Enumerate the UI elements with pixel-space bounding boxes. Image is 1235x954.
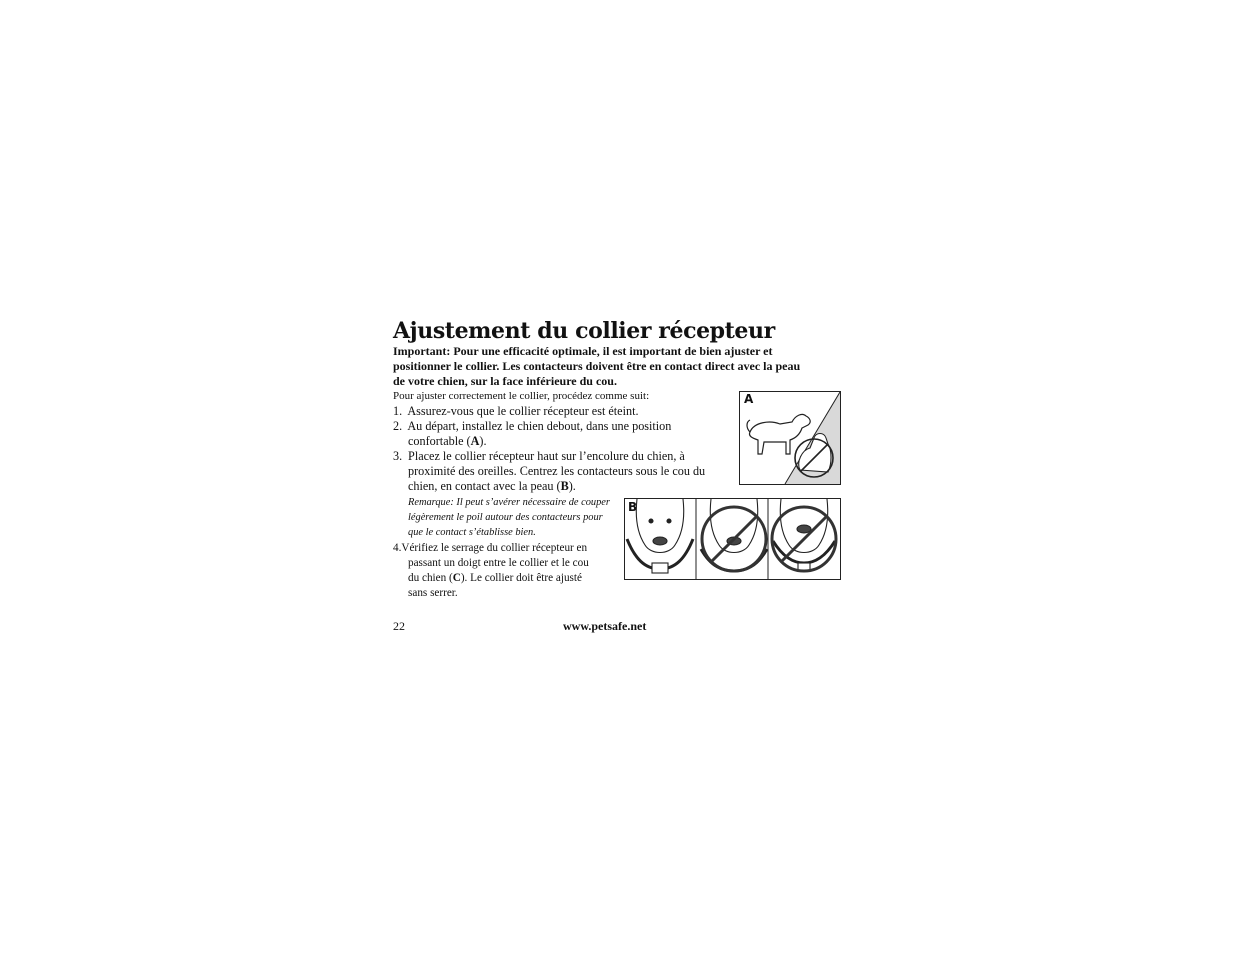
step-text: Au départ, installez le chien debout, dans une position	[407, 419, 672, 433]
step-text: sans serrer.	[408, 587, 458, 599]
step-text: chien, en contact avec la peau (	[408, 479, 561, 493]
step-number: 3.	[393, 449, 403, 463]
important-line: de votre chien, sur la face inférieure du cou.	[393, 374, 617, 388]
step-number: 2.	[393, 419, 403, 433]
page-title: Ajustement du collier récepteur	[393, 318, 775, 344]
step-text: du chien (	[408, 572, 453, 584]
step-text: Assurez-vous que le collier récepteur est éteint.	[407, 404, 639, 418]
figure-ref: B	[560, 479, 569, 493]
footer-url: www.petsafe.net	[563, 619, 647, 633]
figure-b-illustration	[625, 499, 840, 579]
figure-a-label: A	[744, 392, 754, 406]
figure-a-illustration	[740, 392, 840, 484]
note-line: légèrement le poil autour des contacteurs pour	[408, 512, 603, 523]
figure-ref: A	[470, 434, 480, 448]
note	[408, 495, 638, 540]
step-text: Placez le collier récepteur haut sur l’encolure du chien, à	[408, 449, 685, 463]
step-text: confortable (	[408, 434, 471, 448]
step-text: passant un doigt entre le collier et le cou	[408, 557, 589, 569]
step-2	[393, 419, 671, 449]
step-text: proximité des oreilles. Centrez les contacteurs sous le cou du	[408, 464, 706, 478]
note-line: Remarque: Il peut s’avérer nécessaire de couper	[408, 497, 610, 508]
step-4	[393, 541, 589, 601]
step-number: 1.	[393, 404, 403, 418]
figure-b-label: B	[628, 500, 638, 514]
figure-b	[624, 498, 841, 580]
note-line: que le contact s’établisse bien.	[408, 527, 536, 538]
important-line: positionner le collier. Les contacteurs doivent être en contact direct avec la peau	[393, 359, 801, 373]
standing-dog-icon	[747, 414, 810, 454]
step-text: ).	[479, 434, 487, 448]
figure-a	[739, 391, 841, 485]
figure-ref: C	[452, 572, 461, 584]
manual-page	[393, 318, 843, 638]
step-number: 4.	[393, 542, 402, 554]
step-1	[393, 404, 639, 419]
step-text: Vérifiez le serrage du collier récepteur en	[401, 542, 588, 554]
step-text: ). Le collier doit être ajusté	[460, 572, 582, 584]
step-text: ).	[568, 479, 576, 493]
page-number: 22	[393, 619, 405, 633]
important-notice	[393, 344, 841, 389]
step-3	[393, 449, 705, 494]
intro-text: Pour ajuster correctement le collier, procédez comme suit:	[393, 390, 650, 402]
important-line: Important: Pour une efficacité optimale, il est important de bien ajuster et	[393, 344, 773, 358]
